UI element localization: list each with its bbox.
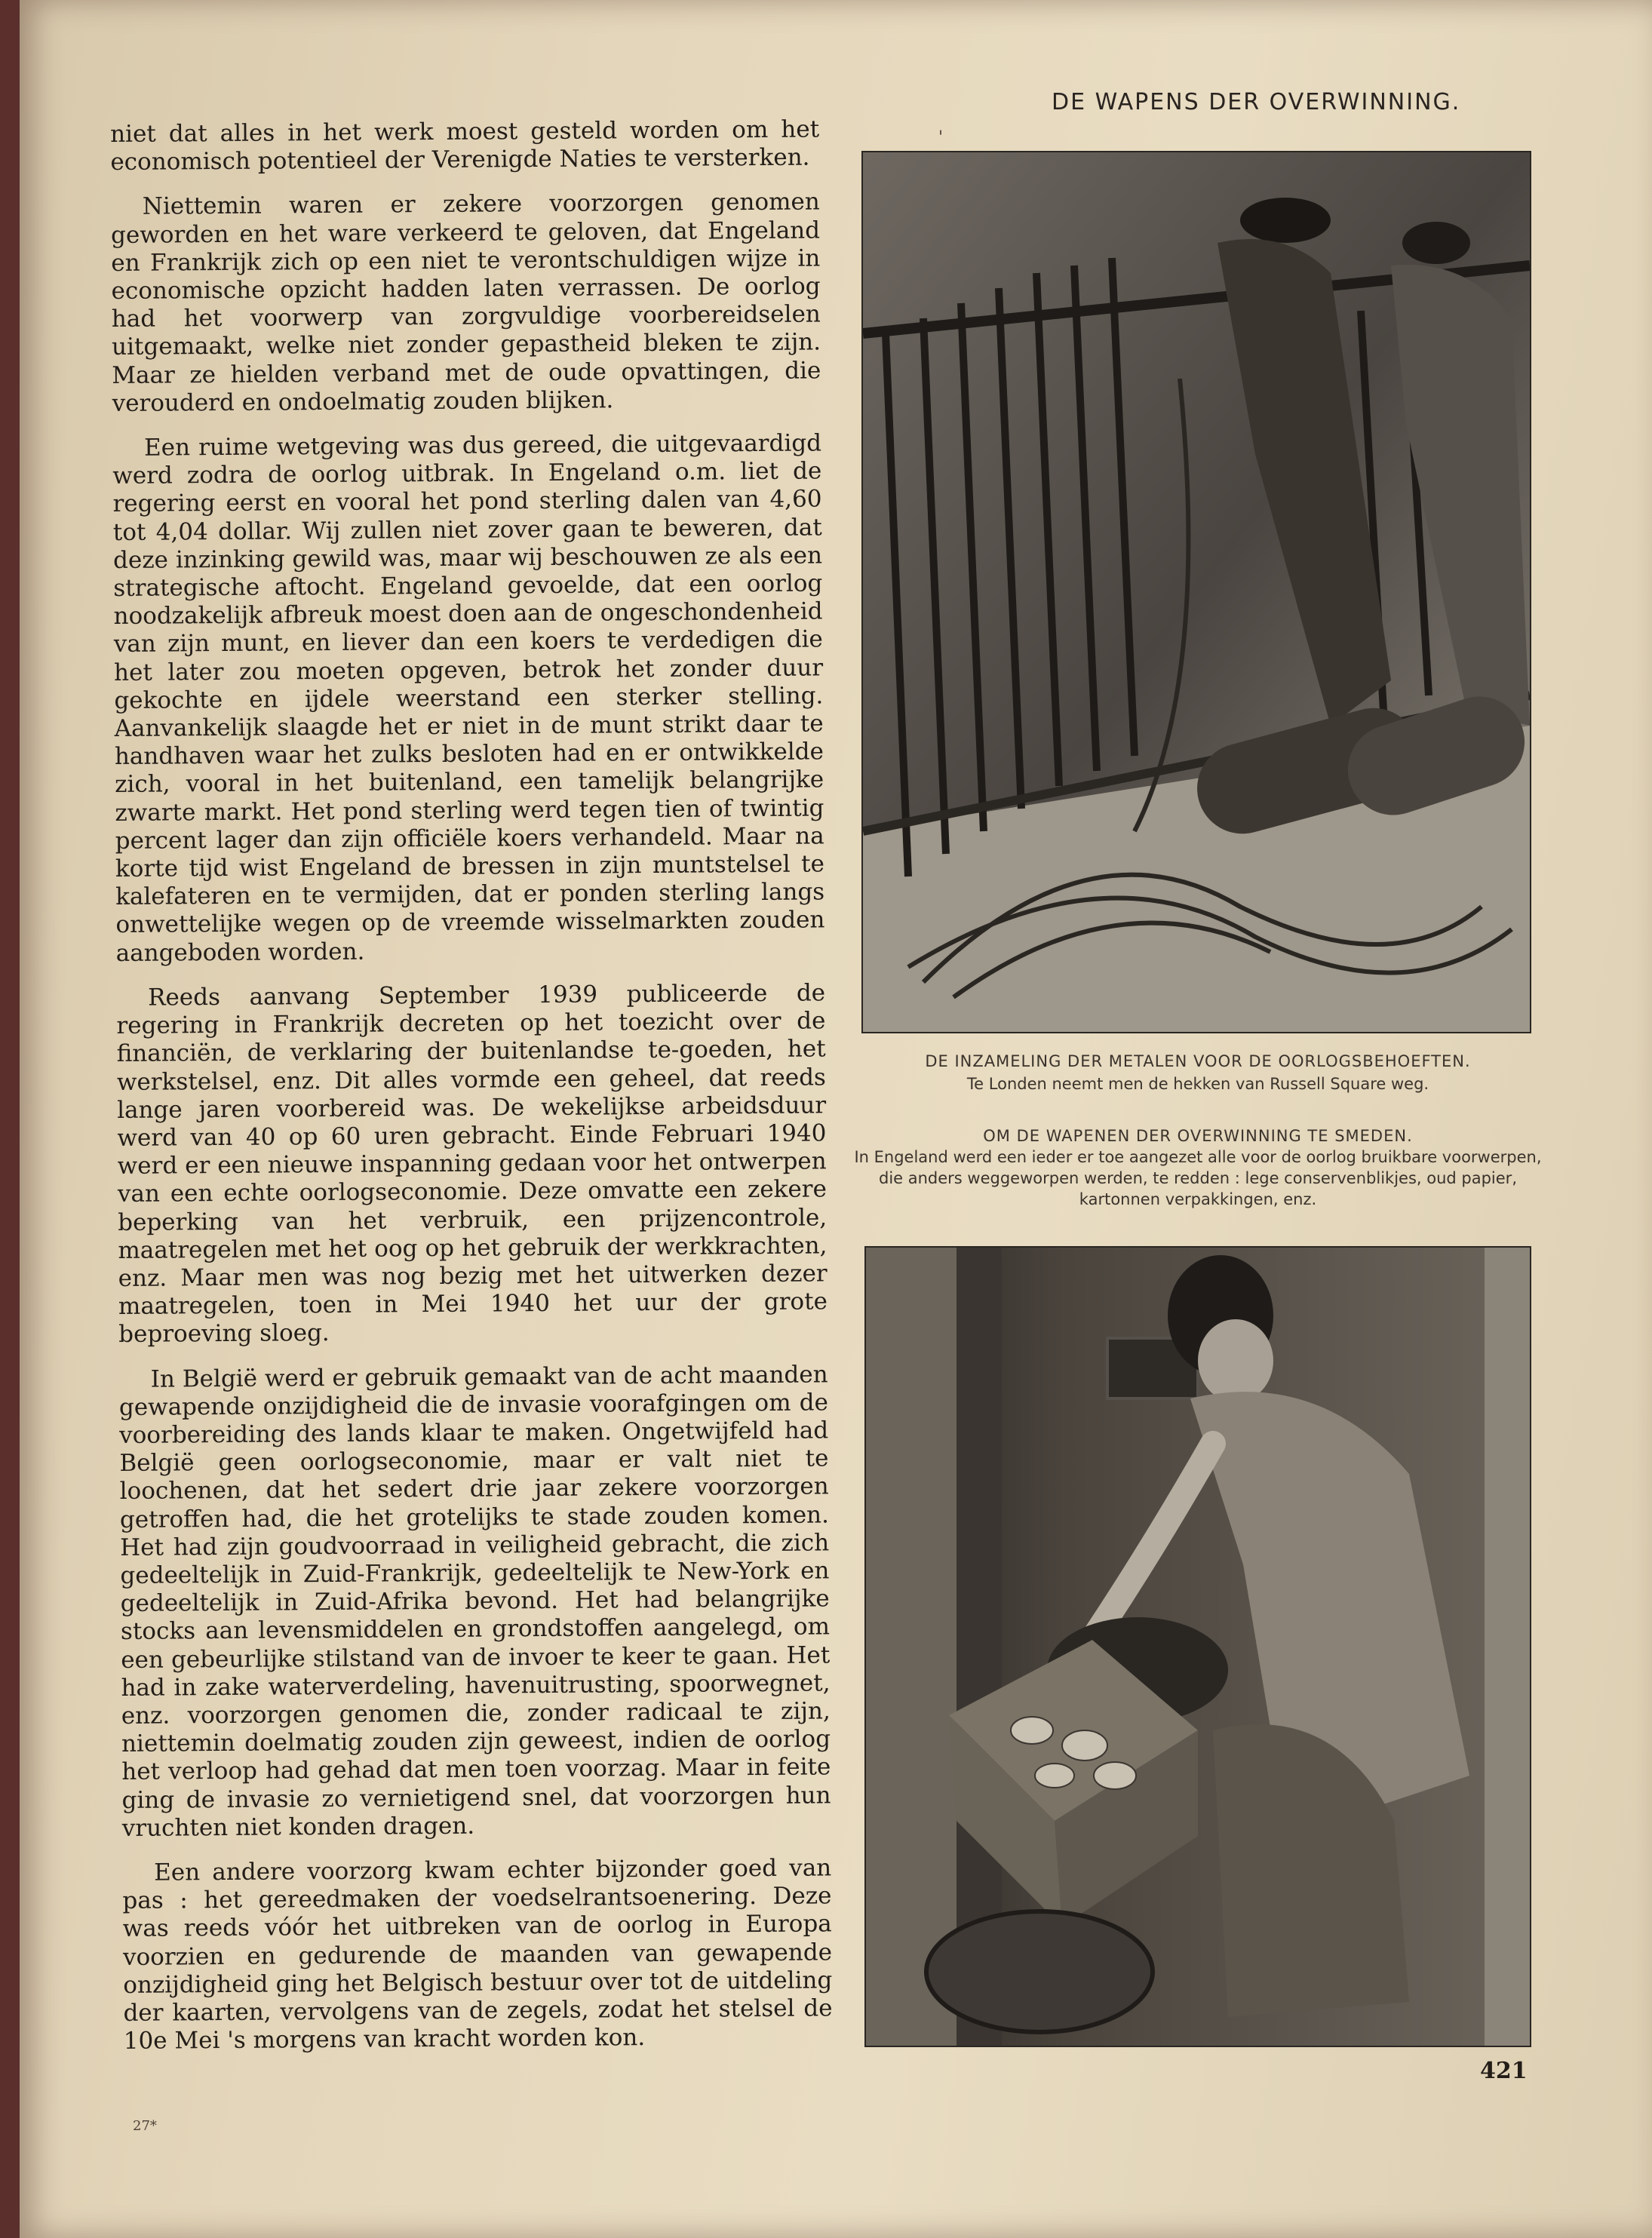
photo1-caption xyxy=(858,1050,1537,1095)
photo-woman-collecting-tins xyxy=(864,1246,1531,2047)
paragraph: Een ruime wetgeving was dus gereed, die uitgevaardigd werd zodra de oorlog uitbrak. In Engeland o.m. liet de regering eerst en vooral het pond sterling dalen van 4,60 tot 4,04 dollar. Wij zullen niet zover gaan te beweren, dat deze inzinking gewild was, maar wij beschouwen ze als een strategische aftocht. Engeland gevoelde, dat een oorlog noodzakelijk afbreuk moest doen aan de ongeschondenheid van zijn munt, en liever dan een koers te verdedigen die het later zou moeten opgeven, betrok het zonder duur gekochte en ijdele weerstand een sterker stelling. Aanvankelijk slaagde het er niet in de munt strikt daar te handhaven waar het zulks besloten had en er ontwikkelde zich, vooral in het buitenland, een tamelijk belangrijke zwarte markt. Het pond sterling werd tegen tien of twintig percent lager dan zijn officiële koers verhandeld. Maar na korte tijd wist Engeland de bressen in zijn muntstelsel te kalefateren en te vermijden, dat er ponden sterling langs onwettelijke wegen op de vreemde wisselmarkten zouden aangeboden worden. xyxy=(112,429,825,967)
paragraph: Een andere voorzorg kwam echter bijzonder goed van pas : het gereedmaken der voedselrantsoenering. Deze was reeds vóór het uitbreken van de oorlog in Europa voorzien en gedurende de maanden van gewapende onzijdigheid ging het Belgisch bestuur over tot de uitdeling der kaarten, vervolgens van de zegels, zodat het stelsel de 10e Mei 's morgens van kracht worden kon. xyxy=(122,1854,833,2055)
page-number: 421 xyxy=(1480,2058,1528,2084)
running-header: DE WAPENS DER OVERWINNING. xyxy=(1052,89,1461,115)
paragraph: Reeds aanvang September 1939 publiceerde de regering in Frankrijk decreten op het toezicht over de financiën, de verklaring der buitenlandse te-goeden, het werkstelsel, enz. Dit alles vormde een geheel, dat reeds lange jaren voorbereid was. De wekelijkse arbeidsduur werd van 40 op 60 uren gebracht. Einde Februari 1940 werd er een nieuwe inspanning gedaan voor het ontwerpen van een echte oorlogseconomie. Deze omvatte een zekere beperking van het verbruik, een prijzencontrole, maatregelen met het oog op het gebruik der werkkrachten, enz. Maar men was nog bezig met het uitwerken dezer maatregelen, toen in Mei 1940 het uur der grote beproeving sloeg. xyxy=(116,979,828,1349)
body-text-column xyxy=(110,115,833,2072)
photo2-caption-title: OM DE WAPENEN DER OVERWINNING TE SMEDEN. xyxy=(983,1127,1413,1145)
page xyxy=(20,0,1652,2238)
photo1-caption-title: DE INZAMELING DER METALEN VOOR DE OORLOGSBEHOEFTEN. xyxy=(925,1052,1471,1070)
print-mark: ' xyxy=(938,128,944,147)
paragraph: Niettemin waren er zekere voorzorgen genomen geworden en het ware verkeerd te geloven, dat Engeland en Frankrijk zich op een niet te verontschuldigen wijze in economische opzicht hadden laten verrassen. De oorlog had het voorwerp van zorgvuldige voorbereidselen uitgemaakt, welke niet zonder gepastheid bleken te zijn. Maar ze hielden verband met de oude opvattingen, die verouderd en ondoelmatig zouden blijken. xyxy=(110,188,821,417)
paragraph: niet dat alles in het werk moest gesteld worden om het economisch potentieel der Verenigde Naties te versterken. xyxy=(110,115,820,177)
printer-signature-mark: 27* xyxy=(133,2118,157,2134)
photo1-caption-text: Te Londen neemt men de hekken van Russell Square weg. xyxy=(966,1075,1429,1093)
photo2-caption xyxy=(843,1125,1552,1210)
photo-railings-removal xyxy=(861,151,1531,1033)
photo2-caption-text: In Engeland werd een ieder er toe aangezet alle voor de oorlog bruikbare voorwerpen, die anders weggeworpen werden, te redden : lege conservenblikjes, oud papier, kartonnen verpakkingen, enz. xyxy=(854,1148,1542,1208)
paragraph: In België werd er gebruik gemaakt van de acht maanden gewapende onzijdigheid die de invasie voorafgingen om de voorbereiding des lands klaar te maken. Ongetwijfeld had België geen oorlogseconomie, maar er valt niet te loochenen, dat het sedert drie jaar zekere voorzorgen getroffen had, die het grotelijks te stade zouden komen. Het had zijn goudvoorraad in veiligheid gebracht, die zich gedeeltelijk in Zuid-Frankrijk, gedeeltelijk te New-York en gedeeltelijk in Zuid-Afrika bevond. Het had belangrijke stocks aan levensmiddelen en grondstoffen aangelegd, om een gebeurlijke stilstand van de invoer te keer te gaan. Het had in zake waterverdeling, havenuitrusting, spoorwegnet, enz. voorzorgen genomen die, zonder radicaal te zijn, niettemin doelmatig zouden zijn geweest, indien de oorlog het verloop had gehad dat men toen voorzag. Maar in feite ging de invasie zo vernietigend snel, dat voorzorgen hun vruchten niet konden dragen. xyxy=(118,1360,831,1842)
